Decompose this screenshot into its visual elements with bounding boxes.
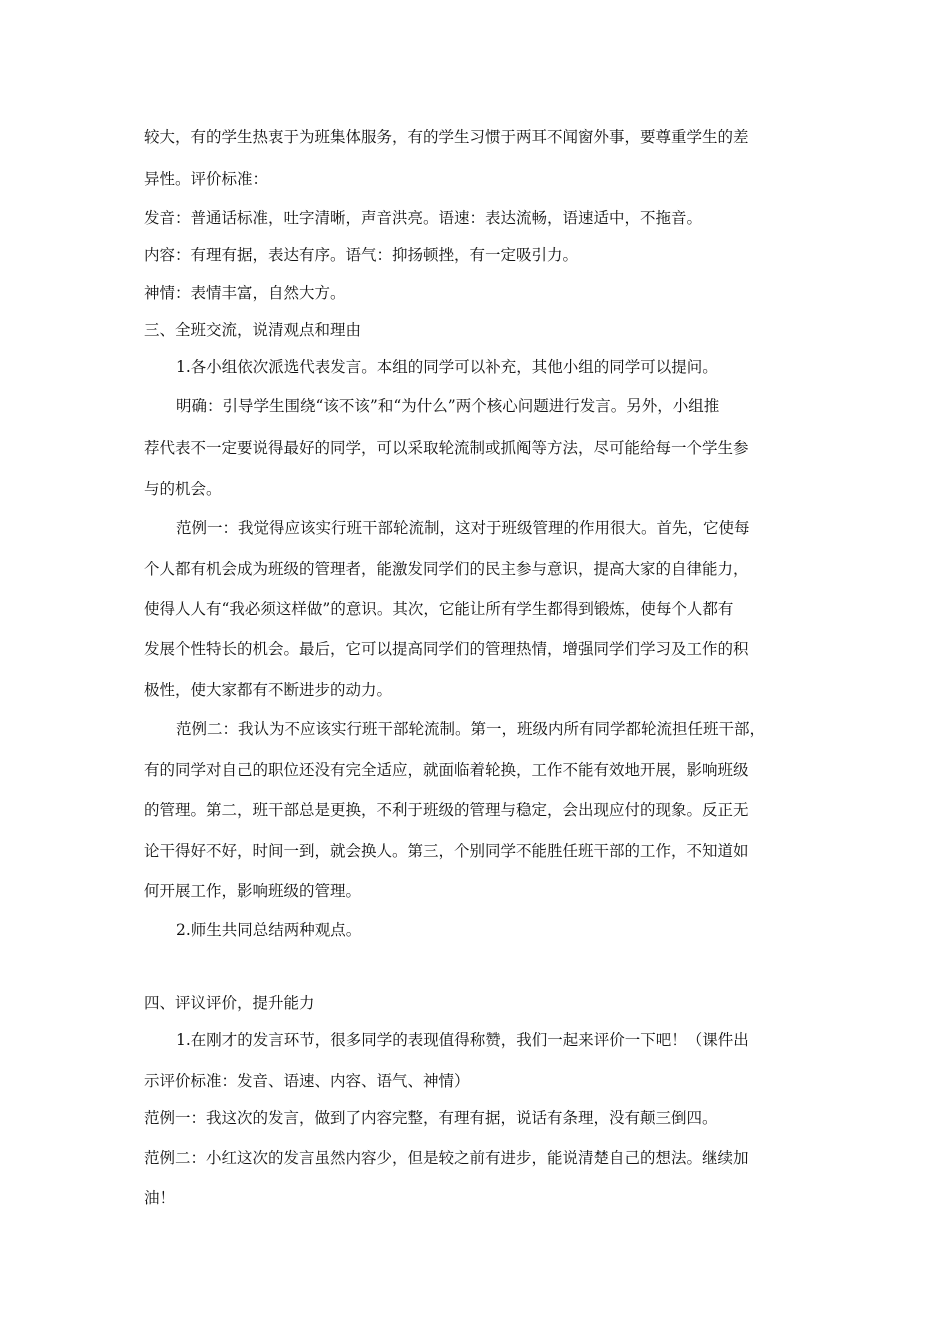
- text-line: 范例二：小红这次的发言虽然内容少，但是较之前有进步，能说清楚自己的想法。继续加: [144, 1149, 749, 1167]
- text-line: 发音：普通话标准，吐字清晰，声音洪亮。语速：表达流畅，语速适中，不拖音。: [144, 209, 703, 227]
- text-line: 内容：有理有据，表达有序。语气：抑扬顿挫，有一定吸引力。: [144, 246, 579, 264]
- text-line: 油！: [144, 1189, 176, 1207]
- text-line: 范例二：我认为不应该实行班干部轮流制。第一，班级内所有同学都轮流担任班干部，: [176, 720, 766, 738]
- text-line: 示评价标准：发音、语速、内容、语气、神情）: [144, 1072, 470, 1090]
- text-line: 2.师生共同总结两种观点。: [176, 921, 362, 939]
- text-line: 明确：引导学生围绕“该不该”和“为什么”两个核心问题进行发言。另外，小组推: [176, 397, 720, 415]
- text-line: 1.在刚才的发言环节，很多同学的表现值得称赞，我们一起来评价一下吧！（课件出: [176, 1031, 749, 1049]
- text-line: 使得人人有“我必须这样做”的意识。其次，它能让所有学生都得到锻炼，使每个人都有: [144, 600, 734, 618]
- section-heading: 四、评议评价，提升能力: [144, 994, 315, 1012]
- text-line: 神情：表情丰富，自然大方。: [144, 284, 346, 302]
- text-line: 有的同学对自己的职位还没有完全适应，就面临着轮换，工作不能有效地开展，影响班级: [144, 761, 749, 779]
- section-heading: 三、全班交流，说清观点和理由: [144, 321, 362, 339]
- text-line: 与的机会。: [144, 480, 222, 498]
- text-line: 极性，使大家都有不断进步的动力。: [144, 681, 393, 699]
- text-line: 的管理。第二，班干部总是更换，不利于班级的管理与稳定，会出现应付的现象。反正无: [144, 801, 749, 819]
- text-line: 范例一：我觉得应该实行班干部轮流制，这对于班级管理的作用很大。首先，它使每: [176, 519, 750, 537]
- text-line: 荐代表不一定要说得最好的同学，可以采取轮流制或抓阄等方法，尽可能给每一个学生参: [144, 439, 749, 457]
- text-line: 异性。评价标准：: [144, 170, 269, 188]
- text-line: 较大，有的学生热衷于为班集体服务，有的学生习惯于两耳不闻窗外事，要尊重学生的差: [144, 128, 749, 146]
- text-line: 发展个性特长的机会。最后，它可以提高同学们的管理热情，增强同学们学习及工作的积: [144, 640, 749, 658]
- text-line: 范例一：我这次的发言，做到了内容完整，有理有据，说话有条理，没有颠三倒四。: [144, 1109, 718, 1127]
- text-line: 个人都有机会成为班级的管理者，能激发同学们的民主参与意识，提高大家的自律能力，: [144, 560, 749, 578]
- text-line: 何开展工作，影响班级的管理。: [144, 882, 362, 900]
- text-line: 论干得好不好，时间一到，就会换人。第三，个别同学不能胜任班干部的工作，不知道如: [144, 842, 749, 860]
- text-line: 1.各小组依次派选代表发言。本组的同学可以补充，其他小组的同学可以提问。: [176, 358, 718, 376]
